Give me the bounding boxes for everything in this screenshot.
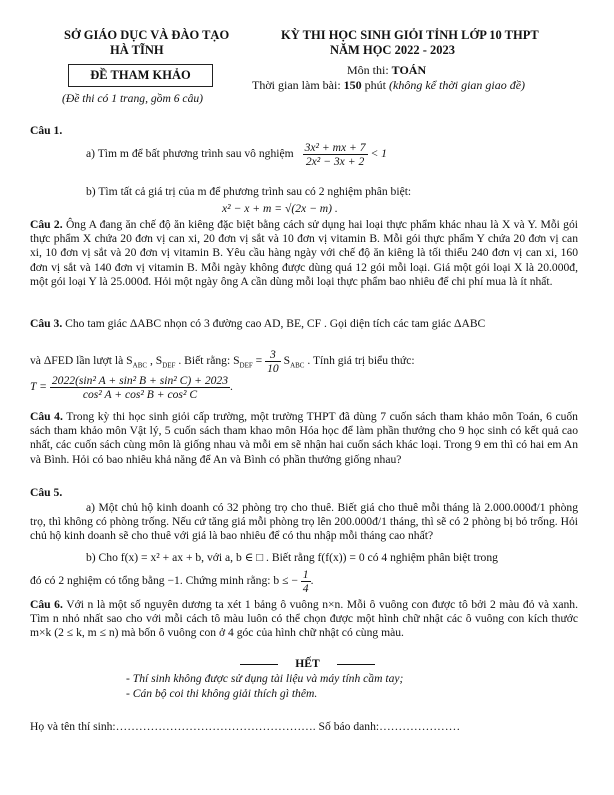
reference-exam-box: ĐỀ THAM KHẢO [68, 64, 213, 87]
time-note: (không kể thời gian giao đề) [389, 78, 526, 92]
q3-text1: Cho tam giác ΔABC nhọn có 3 đường cao AD, BE, CF . Gọi diện tích các tam giác ΔABC [65, 317, 486, 330]
q5-b-num: 1 [302, 568, 309, 581]
q5-b-text2: đó có 2 nghiệm có tổng bằng −1. Chứng minh rằng: b ≤ − [30, 574, 298, 588]
q1-a-numerator: 3x² + mx + 7 [304, 141, 366, 154]
exam-title: KỲ THI HỌC SINH GIỎI TỈNH LỚP 10 THPT [281, 28, 539, 42]
q1-a-text: a) Tìm m để bất phương trình sau vô nghiệm [86, 147, 294, 161]
q3-t-numerator: 2022(sin² A + sin² B + sin² C) + 2023 [51, 374, 229, 387]
q6-label: Câu 6. [30, 598, 63, 611]
q5-b-fraction [301, 568, 311, 595]
q1-b-equation: x² − x + m = √(2x − m) . [222, 202, 338, 215]
q3-ratio-den: 10 [267, 362, 279, 375]
province-name: HÀ TĨNH [110, 43, 164, 57]
q3-text2d: . Tính giá trị biểu thức: [304, 354, 415, 368]
q3-t-fraction [50, 374, 230, 401]
q5-label: Câu 5. [30, 486, 63, 499]
subject-prefix: Môn thi: [347, 63, 392, 77]
q1-a-relation: < 1 [370, 147, 387, 161]
q1-label: Câu 1. [30, 124, 63, 137]
end-marker: HẾT [240, 657, 375, 670]
q1-b-text: b) Tìm tất cả giá trị của m để phương trình sau có 2 nghiệm phân biệt: [86, 185, 412, 198]
q3-sub-def: DEF [162, 361, 176, 370]
q5-b-line1: b) Cho f(x) = x² + ax + b, với a, b ∈ □ . Biết rằng f(f(x)) = 0 có 4 nghiệm phân biệt trong [86, 551, 498, 564]
q2-text: Ông A đang ăn chế độ ăn kiêng đặc biệt bằng cách sử dụng hai loại thực phẩm khác nhau là X và Y. Mỗi gói thực phẩm X chứa 20 đơn vị can xi, 20 đơn vị sắt và 10 đơn vị vitamin B. Mỗi gói thực phẩm Y chứa 20 đơn vị can xi, 10 đơn vị sắt và 20 đơn vị vitamin B. Yêu cầu hàng ngày với chế độ ăn kiêng là tối thiểu 240 đơn vị can xi, 160 đơn vị sắt và 140 đơn vị vitamin B. Mỗi ngày không được dùng quá 12 gói mỗi loại. Giá một gói loại X là 20.000đ, một gói loại Y là 25.000đ. Hỏi một ngày ông A cần dùng mỗi loại thực phẩm bao nhiêu để chi phí mua là ít nhất. [30, 218, 578, 288]
school-year: NĂM HỌC 2022 - 2023 [330, 43, 455, 57]
department-name: SỞ GIÁO DỤC VÀ ĐÀO TẠO [64, 28, 230, 42]
subject-line [347, 63, 426, 78]
q4-text: Trong kỳ thi học sinh giỏi cấp trường, một trường THPT đã dùng 7 cuốn sách tham khảo môn Toán, 6 cuốn sách tham khảo môn Vật lý, 5 cuốn sách tham khao môn Hóa học để làm phần thưởng cho 9 học sinh có kết quả cao nhất, các cuốn sách cùng môn là giống nhau và mỗi em sẽ nhận hai cuốn sách khác loại. Trong 9 em thì có hai em An và Bình. Hỏi có bao nhiêu khả năng để An và Bình có phần thưởng giống nhau? [30, 410, 578, 466]
q3-ratio-num: 3 [265, 348, 281, 362]
q3-expression [30, 374, 233, 401]
q5-b-den: 4 [302, 582, 309, 595]
q3-t-prefix: T = [30, 380, 47, 394]
q2-label: Câu 2. [30, 218, 63, 231]
candidate-info-line: Họ và tên thí sinh:……………………………………………. Số báo danh:………………… [30, 720, 461, 733]
q3-ratio-fraction [265, 348, 281, 375]
q3-text2a: và ΔFED lần lượt là S [30, 354, 133, 368]
time-line [252, 78, 525, 93]
q1-a [86, 141, 387, 168]
q5-b-end: . [310, 574, 314, 588]
time-unit: phút [361, 78, 390, 92]
pages-note: (Đề thi có 1 trang, gồm 6 câu) [62, 92, 204, 105]
footer-note-1: - Thí sinh không được sử dụng tài liệu và máy tính cầm tay; [126, 672, 404, 685]
time-value: 150 [343, 78, 362, 92]
q3-t-end: . [230, 380, 233, 394]
subject-name: TOÁN [391, 63, 427, 77]
q3-line2: và ΔFED lần lượt là $S_{ABC}$ , $S_{DEF}$ . Biết rằng: $S_{DEF}$ = $\frac{3}{10}$ $S_{ABC}$ . Tính giá trị biểu thức: [30, 348, 415, 375]
time-prefix: Thời gian làm bài: [252, 78, 344, 92]
q6-text: Với n là một số nguyên dương ta xét 1 bảng ô vuông n×n. Mỗi ô vuông con được tô bởi 2 màu đỏ và xanh. Tìm n nhỏ nhất sao cho với mỗi cách tô màu luôn có thể chọn được một hình chữ nhật các ô vuông con kích thước m×k (2 ≤ k, m ≤ n) mà bốn ô vuông con ở 4 góc của hình chữ nhật có cùng màu. [30, 598, 578, 639]
q2-block [30, 218, 578, 289]
q5-a-text: a) Một chủ hộ kinh doanh có 32 phòng trọ cho thuê. Biết giá cho thuê mỗi tháng là 2.000.000đ/1 phòng trọ, thì không có phòng trống. Nếu cứ tăng giá mỗi phòng trọ lên 200.000đ/1 tháng, thì sẽ có 2 phòng bị bỏ trống. Hỏi chủ hộ kinh doanh sẽ cho thuê với giá là bao nhiêu để có thu nhập mỗi tháng cao nhất? [30, 501, 578, 543]
q3-line1 [30, 317, 578, 331]
footer-note-2: - Cán bộ coi thi không giải thích gì thêm. [126, 687, 318, 700]
q3-text2c: S [280, 354, 291, 368]
q3-t-denominator: cos² A + cos² B + cos² C [82, 388, 198, 401]
q5-b-line2 [30, 568, 313, 595]
q4-block [30, 410, 578, 467]
q3-text2b: . Biết rằng: S [175, 354, 240, 368]
q6-block [30, 598, 578, 640]
q4-label: Câu 4. [30, 410, 63, 423]
q3-sub-abc: ABC [132, 361, 148, 370]
q3-sub-def-2: DEF [239, 361, 253, 370]
q3-label: Câu 3. [30, 317, 63, 330]
q1-a-denominator: 2x² − 3x + 2 [305, 155, 365, 168]
q3-sub-abc-2: ABC [290, 361, 305, 370]
q1-a-fraction [303, 141, 368, 168]
q3-comma: , S [147, 354, 163, 368]
